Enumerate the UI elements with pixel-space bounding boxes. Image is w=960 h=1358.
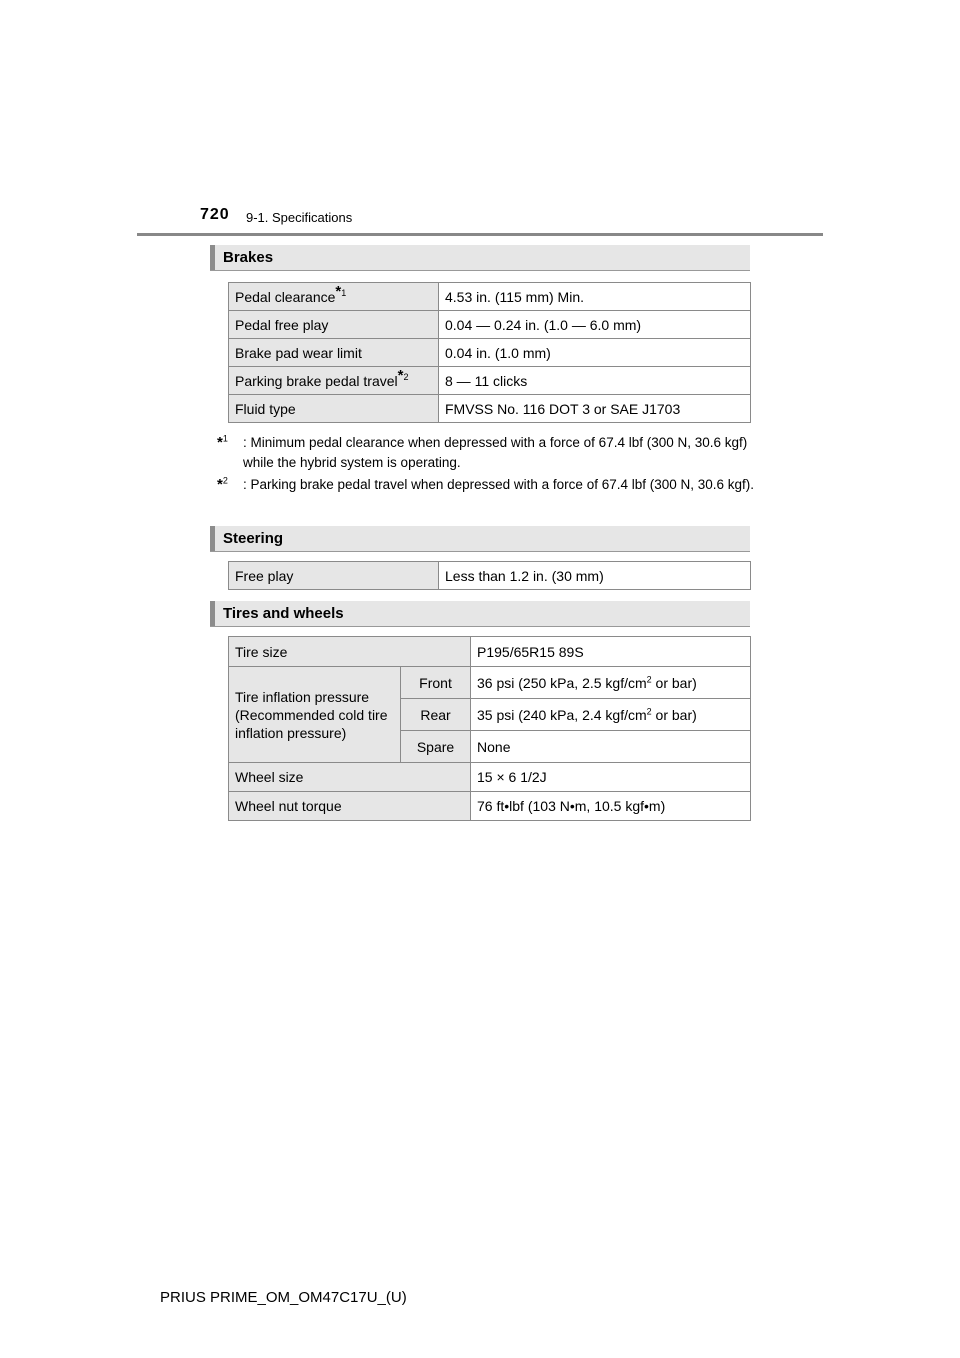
table-row (229, 311, 751, 339)
spec-label: Pedal clearance$^{*1}$ (229, 283, 439, 311)
steering-table (228, 561, 751, 590)
brakes-table (228, 282, 751, 423)
spec-value: 4.53 in. (115 mm) Min. (439, 283, 751, 311)
table-row (229, 283, 751, 311)
tires-title: Tires and wheels (223, 605, 344, 622)
steering-heading (210, 526, 750, 552)
spec-value: Less than 1.2 in. (30 mm) (439, 562, 751, 590)
spec-label: Brake pad wear limit (229, 339, 439, 367)
spec-label: Tire size (229, 637, 471, 667)
document-id: PRIUS PRIME_OM_OM47C17U_(U) (160, 1289, 407, 1306)
table-row (229, 763, 751, 792)
spec-label: Wheel size (229, 763, 471, 792)
steering-title: Steering (223, 530, 284, 547)
tires-table (228, 636, 751, 821)
spec-label: Fluid type (229, 395, 439, 423)
spec-label: Free play (229, 562, 439, 590)
spec-value: P195/65R15 89S (471, 637, 751, 667)
table-row (229, 395, 751, 423)
spec-sublabel: Rear (401, 699, 471, 731)
spec-label: Parking brake pedal travel$^{*2}$ (229, 367, 439, 395)
spec-value: 0.04 — 0.24 in. (1.0 — 6.0 mm) (439, 311, 751, 339)
tires-heading (210, 601, 750, 627)
heading-bar (210, 601, 215, 626)
spec-value: 76 ft•lbf (103 N•m, 10.5 kgf•m) (471, 792, 751, 821)
section-title: 9-1. Specifications (246, 210, 353, 225)
spec-value: 15 × 6 1/2J (471, 763, 751, 792)
spec-sublabel: Front (401, 667, 471, 699)
table-row (229, 367, 751, 395)
spec-label: Wheel nut torque (229, 792, 471, 821)
spec-value: 8 — 11 clicks (439, 367, 751, 395)
table-row (229, 562, 751, 590)
table-row (229, 637, 751, 667)
table-row (229, 792, 751, 821)
table-row (229, 339, 751, 367)
footnote-1: *$^1$ : Minimum pedal clearance when depressed with a force of 67.4 lbf (300 N, 30.6 kgf) while the hybrid system is operating. (217, 433, 748, 470)
spec-label: Tire inflation pressure (Recommended cold tire inflation pressure) (229, 667, 401, 763)
heading-bar (210, 526, 215, 551)
heading-bar (210, 245, 215, 270)
spec-value: 35 psi (240 kPa, 2.4 kgf/$cm^2$ or bar) (471, 699, 751, 731)
spec-value: FMVSS No. 116 DOT 3 or SAE J1703 (439, 395, 751, 423)
spec-value: 0.04 in. (1.0 mm) (439, 339, 751, 367)
brakes-heading (210, 245, 750, 271)
spec-value: 36 psi (250 kPa, 2.5 kgf/$cm^2$ or bar) (471, 667, 751, 699)
spec-sublabel: Spare (401, 731, 471, 763)
footnote-2: *$^2$ : Parking brake pedal travel when depressed with a force of 67.4 lbf (300 N, 30.6 kgf). (217, 475, 755, 493)
header-rule (137, 233, 823, 236)
page-number: 720 (200, 206, 230, 223)
spec-label: Pedal free play (229, 311, 439, 339)
table-row (229, 667, 751, 699)
spec-value: None (471, 731, 751, 763)
brakes-title: Brakes (223, 249, 274, 266)
